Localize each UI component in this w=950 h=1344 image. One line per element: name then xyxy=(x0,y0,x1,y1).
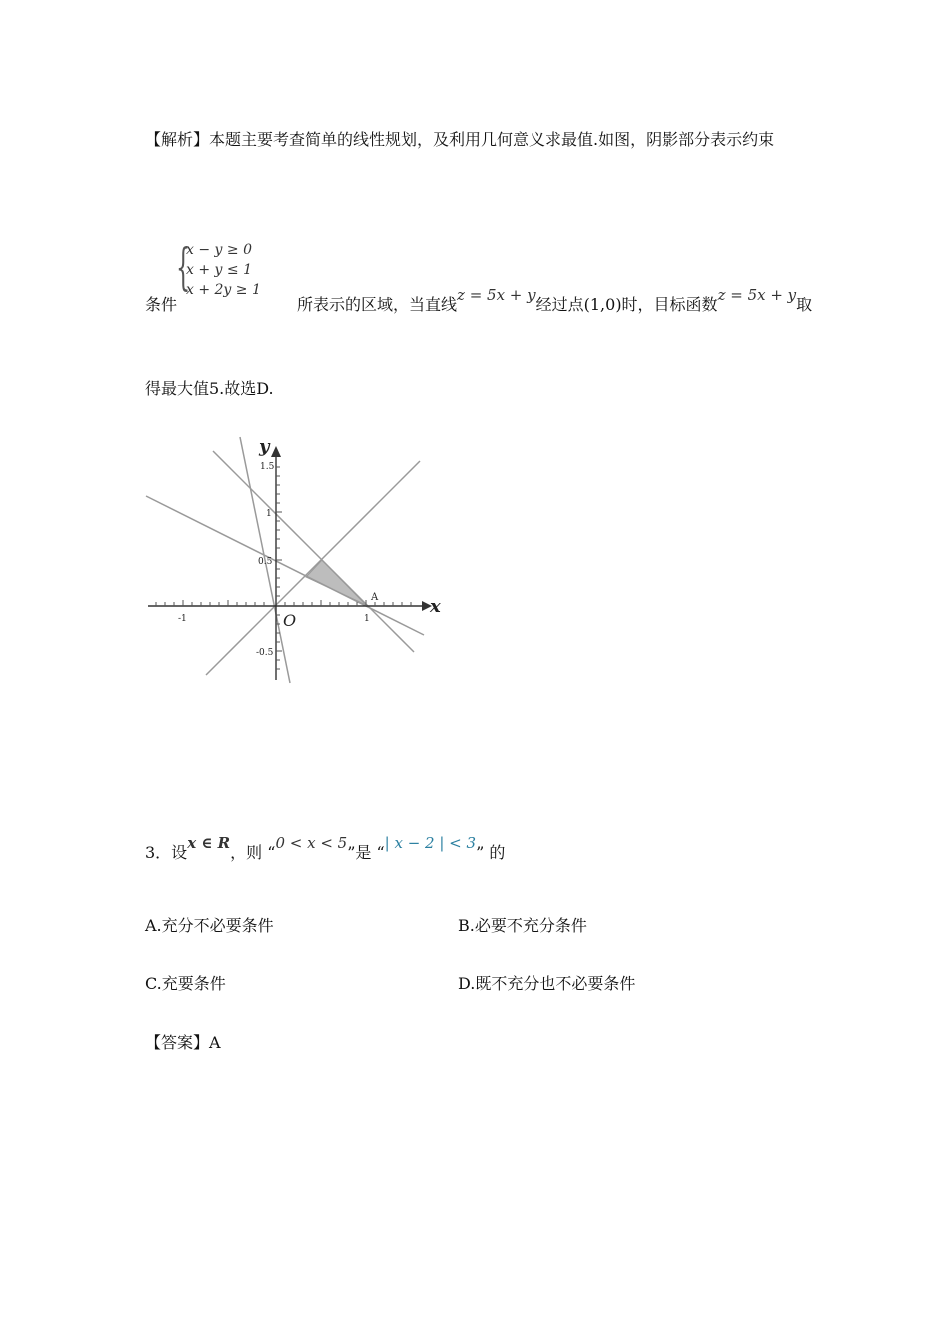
x-axis-label: x xyxy=(430,596,441,617)
y-arrow-icon xyxy=(271,446,281,457)
through-point-text: 经过点(1,0)时，目标函数 xyxy=(535,295,718,314)
answer: 【答案】A xyxy=(145,1033,221,1052)
option-d: D.既不充分也不必要条件 xyxy=(458,974,636,993)
condition-1: 0 < x < 5 xyxy=(275,834,348,852)
option-b: B.必要不充分条件 xyxy=(458,916,587,935)
line-x-plus-y xyxy=(213,451,414,652)
question-number: 3．设 xyxy=(145,843,188,862)
tick-label-y-0-5: 0.5 xyxy=(258,557,273,567)
tick-label-y-neg-0-5: -0.5 xyxy=(256,648,274,658)
region-text: 所表示的区域，当直线 xyxy=(297,295,458,314)
condition-2: | x − 2 | < 3 xyxy=(384,834,477,852)
point-a-label: A xyxy=(371,592,379,603)
question-is: ”是 “ xyxy=(347,843,385,862)
set-expression: x ∈ R xyxy=(187,834,231,852)
origin-label: O xyxy=(283,611,297,630)
constraint-3: x + 2y ≥ 1 xyxy=(186,282,261,298)
line-x-minus-y xyxy=(206,461,420,675)
option-c: C.充要条件 xyxy=(145,974,226,993)
constraint-1: x − y ≥ 0 xyxy=(186,242,252,258)
constraint-2: x + y ≤ 1 xyxy=(186,262,252,278)
y-axis-label: y xyxy=(259,436,270,457)
objective-expression: z = 5x + y xyxy=(717,286,797,304)
question-3 xyxy=(145,834,506,863)
feasible-region-figure xyxy=(140,430,450,690)
tick-label-x-neg-1: -1 xyxy=(178,614,187,624)
constraint-system xyxy=(176,240,271,298)
option-a: A.充分不必要条件 xyxy=(145,916,274,935)
tick-label-y-1: 1 xyxy=(266,509,272,519)
question-then: ，则 “ xyxy=(230,843,276,862)
question-of: ” 的 xyxy=(476,843,506,862)
analysis-conclusion: 得最大值5.故选D. xyxy=(145,379,274,398)
tick-label-y-1-5: 1.5 xyxy=(260,462,275,472)
condition-label: 条件 xyxy=(145,295,178,314)
line-expression: z = 5x + y xyxy=(457,286,536,304)
tick-label-x-1: 1 xyxy=(364,614,370,624)
analysis-intro: 【解析】本题主要考查简单的线性规划，及利用几何意义求最值.如图，阴影部分表示约束 xyxy=(145,130,775,149)
brace-icon: { xyxy=(176,238,191,296)
take-text: 取 xyxy=(796,295,813,314)
